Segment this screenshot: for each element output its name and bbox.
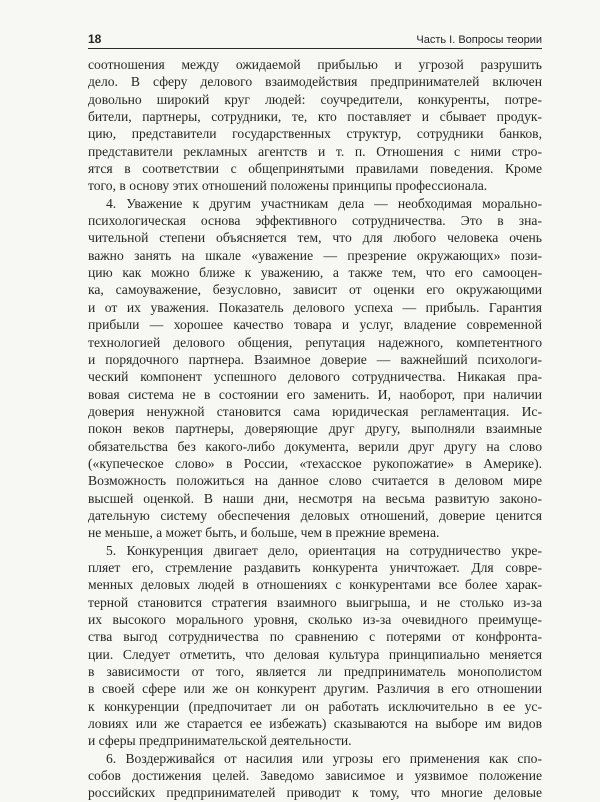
text-line: в зависимости от того, является ли предприниматель монополистом <box>88 664 542 680</box>
page-number: 18 <box>88 32 102 46</box>
text-line: дательную систему обеспечения деловых отношений, доверие ценится <box>88 507 542 523</box>
text-line: не меньше, а может быть, и больше, чем в прежние времена. <box>88 525 440 541</box>
text-line: менных деловых людей в отношениях с конкурентами все более харак- <box>88 577 542 593</box>
text-line: ческий компонент успешного делового сотрудничества. Никакая пра- <box>88 369 542 385</box>
text-line: представители рекламных агентств и т. п. Отношения с ними стро- <box>88 143 542 159</box>
text-line: соотношения между ожидаемой прибылью и угрозой разрушить <box>88 57 542 72</box>
text-line: ятся в соответствии с общепринятыми правилами поведения. Кроме <box>88 161 542 177</box>
text-line: в своей сфере или же он конкурент другим. Различия в его отношении <box>88 681 542 697</box>
text-line: ства выгод сотрудничества по сравнению с потерями от конфронта- <box>88 629 542 645</box>
text-line: 5. Конкуренция двигает дело, ориентация на сотрудничество укре- <box>106 542 542 558</box>
text-line: Возможность положиться на данное слово считается в деловом мире <box>88 473 542 489</box>
text-line: покон веков партнеры, доверяющие друг другу, выполняли взаимные <box>88 421 542 437</box>
text-line: 4. Уважение к другим участникам дела — необходимая морально- <box>106 195 542 211</box>
text-line: цию, представители государственных структур, сотрудники банков, <box>88 126 542 142</box>
text-line: доверия ненужной становится сама юридическая регламентация. Ис- <box>88 403 542 419</box>
text-line: чительной степени объясняется тем, что для любого человека очень <box>88 230 542 246</box>
text-line: психологическая основа эффективного сотрудничества. Это в зна- <box>88 213 542 229</box>
running-head: Часть I. Вопросы теории <box>416 34 542 46</box>
text-line: терной становится стратегия взаимного выигрыша, и не столько из-за <box>88 594 542 610</box>
text-line: и от их уважения. Показатель делового успеха — прибыль. Гарантия <box>88 299 542 315</box>
text-line: технологией делового общения, репутация надежного, компетентного <box>88 334 542 350</box>
text-line: российских предпринимателей приводит к тому, что многие деловые <box>88 785 542 801</box>
text-line: довольно широкий круг людей: соучредители, конкуренты, потре- <box>88 91 542 107</box>
text-line: пляет его, стремление раздавить конкурента уничтожает. Для совре- <box>88 559 542 575</box>
text-line: 6. Воздерживайся от насилия или угрозы его применения как спо- <box>106 750 542 766</box>
body-text <box>88 56 542 802</box>
text-line: вовая система не в состоянии его заменить. И, наоборот, при наличии <box>88 386 542 402</box>
text-line: обязательства без какого-либо документа, верили друг другу на слово <box>88 438 542 454</box>
text-line: важно занять на шкале «уважение — презрение окружающих» пози- <box>88 247 542 263</box>
text-line: и сферы предпринимательской деятельности. <box>88 733 352 749</box>
text-line: к конкуренции (предпочитает ли он работать исключительно в ее ус- <box>88 698 542 714</box>
text-line: бители, партнеры, сотрудники, те, кто поставляет и сбывает продук- <box>88 109 542 125</box>
text-line: ловиях или же старается ее избежать) сказываются на выборе им видов <box>88 716 542 732</box>
text-line: собов достижения целей. Заведомо зависимое и уязвимое положение <box>88 768 542 784</box>
text-line: и порядочного партнера. Взаимное доверие — важнейший психологи- <box>88 351 542 367</box>
text-line: ка, самоуважение, безусловно, зависит от оценки его окружающими <box>88 282 542 298</box>
text-line: («купеческое слово» в России, «техасское рукопожатие» в Америке). <box>88 455 542 471</box>
page-header <box>88 32 542 49</box>
text-line: высшей оценкой. В наши дни, несмотря на весьма развитую законо- <box>88 490 542 506</box>
text-line: дело. В сферу делового взаимодействия предпринимателей включен <box>88 74 542 90</box>
text-line: цию как можно ближе к уважению, а также тем, что его самооцен- <box>88 265 542 281</box>
text-line: ции. Следует отметить, что деловая культура принципиально меняется <box>88 646 542 662</box>
text-line: того, в основу этих отношений положены принципы профессионала. <box>88 178 488 194</box>
text-line: прибыли — хорошее качество товара и услуг, владение современной <box>88 317 542 333</box>
text-line: их высокого морального уровня, сколько из-за очевидного преимуще- <box>88 612 542 627</box>
